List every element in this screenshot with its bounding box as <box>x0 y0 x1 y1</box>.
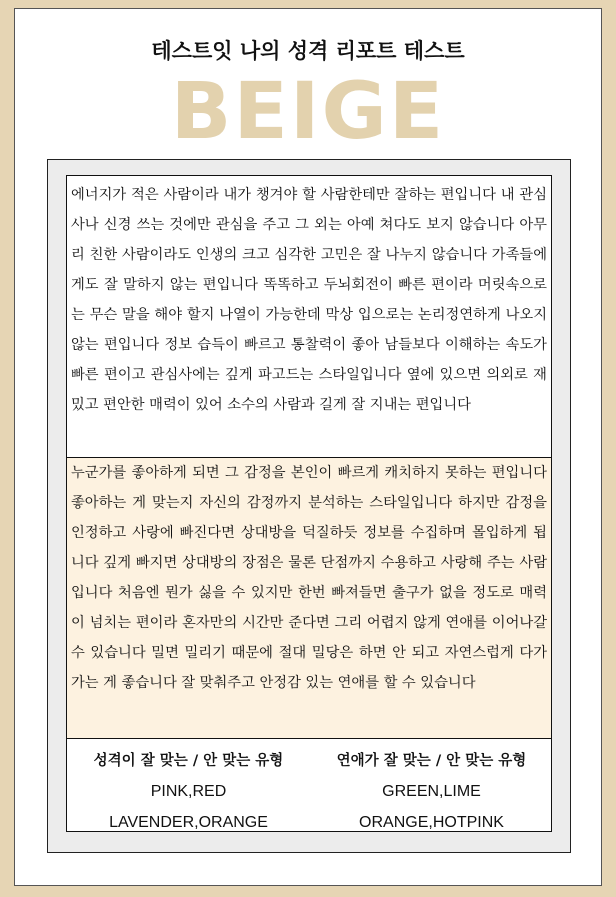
page-title: 테스트잇 나의 성격 리포트 테스트 <box>151 39 465 63</box>
personality-compatibility-heading: 성격이 잘 맞는 / 안 맞는 유형 <box>93 753 284 769</box>
report-card <box>14 8 602 886</box>
color-type-heading: BEIGE <box>170 67 446 157</box>
personality-bad-match: LAVENDER,ORANGE <box>109 814 268 831</box>
romance-bad-match: ORANGE,HOTPINK <box>359 814 504 831</box>
personality-description: 에너지가 적은 사람이라 내가 챙겨야 할 사람한테만 잘하는 편입니다 내 관심사나 신경 쓰는 것에만 관심을 주고 그 외는 아예 쳐다도 보지 않습니다 아무리 친한 사람이라도 인생의 크고 심각한 고민은 잘 나누지 않습니다 가족들에게도 잘 말하지 않는 편입니다 똑똑하고 두뇌회전이 빠른 편이라 머릿속으로는 무슨 말을 해야 할지 나열이 가능한데 막상 입으로는 논리정연하게 나오지 않는 편입니다 정보 습득이 빠르고 통찰력이 좋아 남들보다 이해하는 속도가 빠른 편이고 관심사에는 깊게 파고드는 스타일입니다 옆에 있으면 의외로 재밌고 편안한 매력이 있어 소수의 사람과 길게 잘 지내는 편입니다 <box>71 187 547 413</box>
compatibility-section <box>67 742 551 832</box>
romance-good-match: GREEN,LIME <box>382 783 481 800</box>
romance-description: 누군가를 좋아하게 되면 그 감정을 본인이 빠르게 캐치하지 못하는 편입니다 좋아하는 게 맞는지 자신의 감정까지 분석하는 스타일입니다 하지만 감정을 인정하고 사랑에 빠진다면 상대방을 덕질하듯 정보를 수집하며 몰입하게 됩니다 깊게 빠지면 상대방의 장점은 물론 단점까지 수용하고 사랑해 주는 사람입니다 처음엔 뭔가 싫을 수 있지만 한번 빠져들면 출구가 없을 정도로 매력이 넘치는 편이라 혼자만의 시간만 준다면 그리 어렵지 않게 연애를 이어나갈 수 있습니다 밀면 밀리기 때문에 절대 밀당은 하면 안 되고 자연스럽게 다가가는 게 좋습니다 잘 맞춰주고 안정감 있는 연애를 할 수 있습니다 <box>67 457 551 739</box>
romance-compatibility-heading: 연애가 잘 맞는 / 안 맞는 유형 <box>336 753 527 769</box>
personality-compatibility <box>67 742 310 838</box>
personality-good-match: PINK,RED <box>150 783 227 800</box>
report-content <box>66 175 552 832</box>
romance-compatibility <box>310 742 553 838</box>
report-frame <box>47 159 571 853</box>
